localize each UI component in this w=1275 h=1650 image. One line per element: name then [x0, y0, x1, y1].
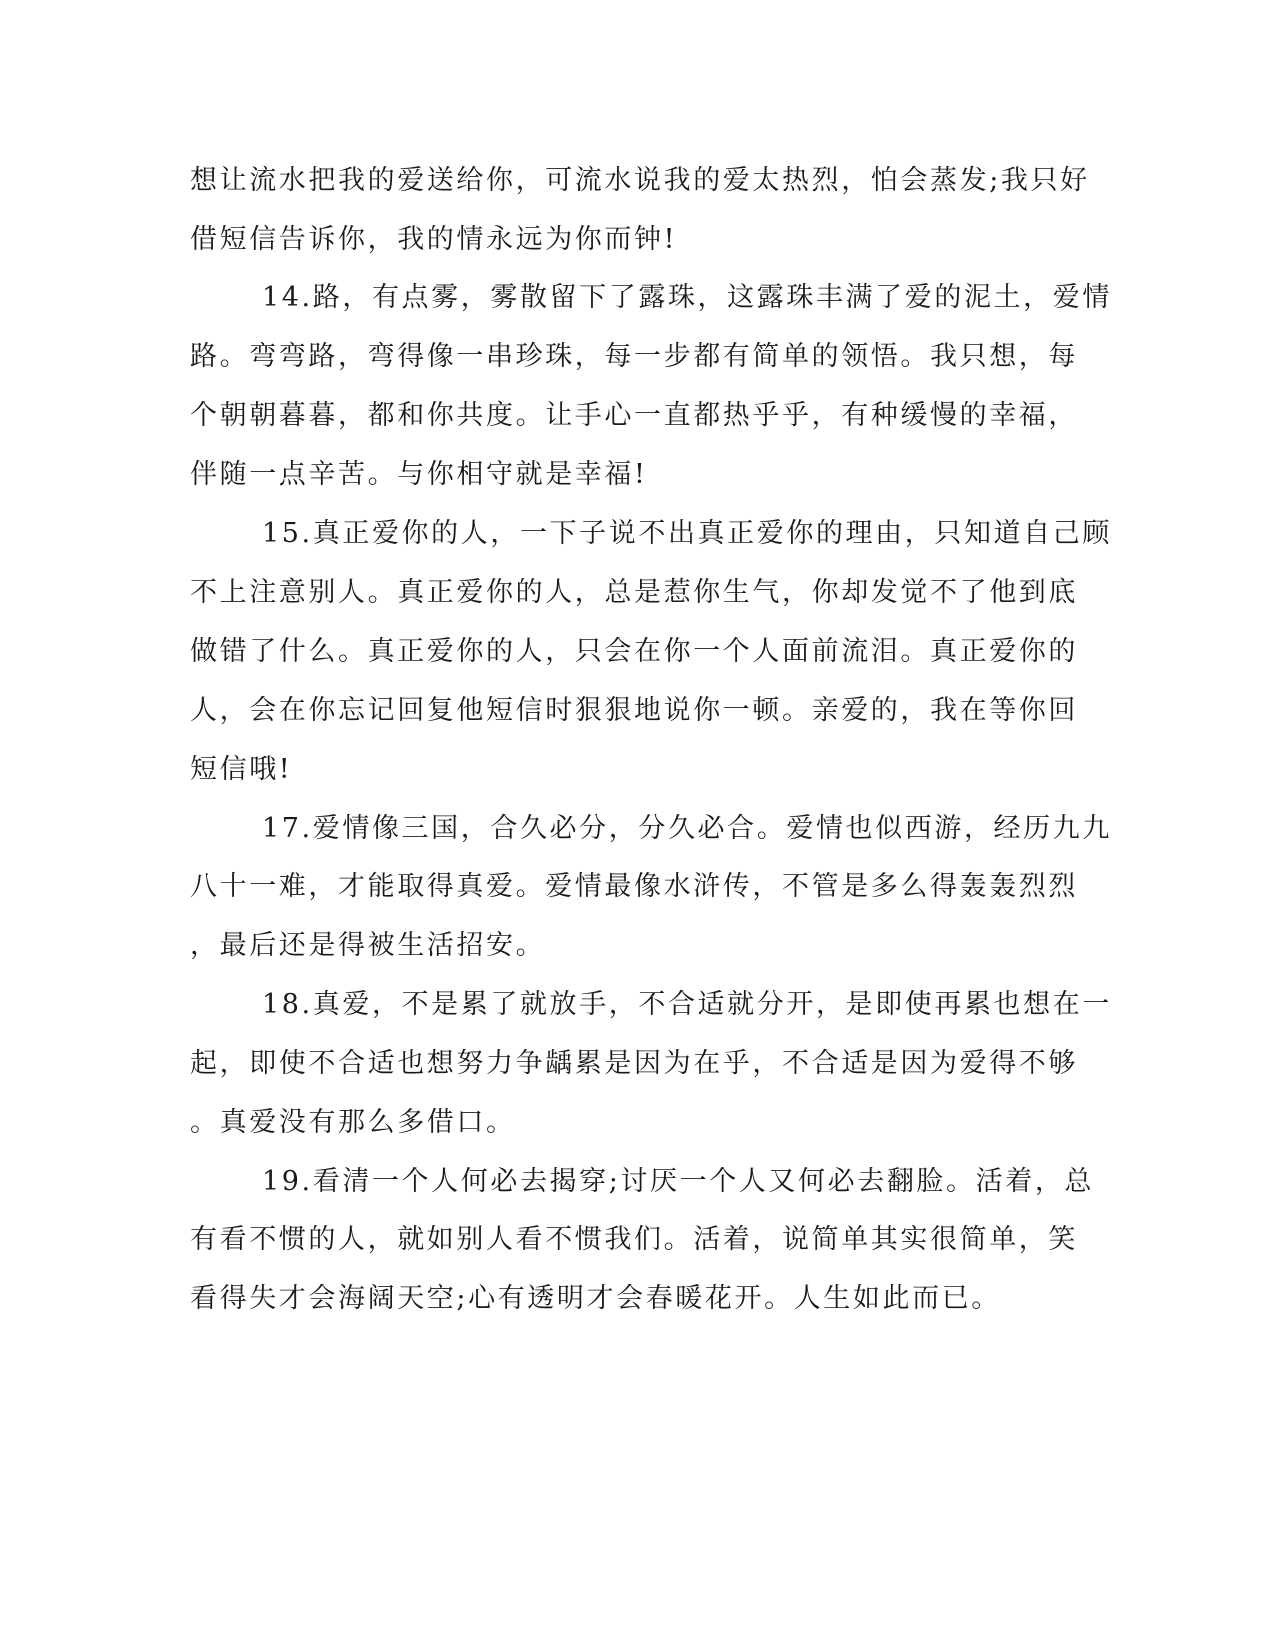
text-line: 起，即使不合适也想努力争龋累是因为在乎，不合适是因为爱得不够 [190, 1048, 1078, 1079]
text-line: 借短信告诉你，我的情永远为你而钟! [190, 224, 678, 255]
text-line: 想让流水把我的爱送给你，可流水说我的爱太热烈，怕会蒸发;我只好 [190, 165, 1090, 196]
paragraph-17-first-line: 17.爱情像三国，合久必分，分久必合。爱情也似西游，经历九九 [262, 813, 1112, 844]
text-line: 做错了什么。真正爱你的人，只会在你一个人面前流泪。真正爱你的 [190, 636, 1078, 667]
text-line: 个朝朝暮暮，都和你共度。让手心一直都热乎乎，有种缓慢的幸福， [190, 400, 1078, 431]
text-line: 有看不惯的人，就如别人看不惯我们。活着，说简单其实很简单，笑 [190, 1224, 1078, 1255]
paragraph-15-first-line: 15.真正爱你的人，一下子说不出真正爱你的理由，只知道自己顾 [262, 518, 1112, 549]
text-line: 短信哦! [190, 754, 293, 785]
text-line: 人，会在你忘记回复他短信时狠狠地说你一顿。亲爱的，我在等你回 [190, 695, 1078, 726]
text-line: 。真爱没有那么多借口。 [190, 1107, 516, 1138]
text-line: 看得失才会海阔天空;心有透明才会春暖花开。人生如此而已。 [190, 1283, 1001, 1314]
paragraph-14-first-line: 14.路，有点雾，雾散留下了露珠，这露珠丰满了爱的泥土，爱情 [262, 282, 1112, 313]
text-line: 八十一难，才能取得真爱。爱情最像水浒传，不管是多么得轰轰烈烈 [190, 871, 1078, 902]
paragraph-18-first-line: 18.真爱，不是累了就放手，不合适就分开，是即使再累也想在一 [262, 989, 1112, 1020]
text-line: 伴随一点辛苦。与你相守就是幸福! [190, 459, 648, 490]
paragraph-19-first-line: 19.看清一个人何必去揭穿;讨厌一个人又何必去翻脸。活着，总 [262, 1166, 1095, 1197]
text-line: 不上注意别人。真正爱你的人，总是惹你生气，你却发觉不了他到底 [190, 577, 1078, 608]
text-line: ，最后还是得被生活招安。 [190, 930, 546, 961]
text-line: 路。弯弯路，弯得像一串珍珠，每一步都有简单的领悟。我只想，每 [190, 341, 1078, 372]
